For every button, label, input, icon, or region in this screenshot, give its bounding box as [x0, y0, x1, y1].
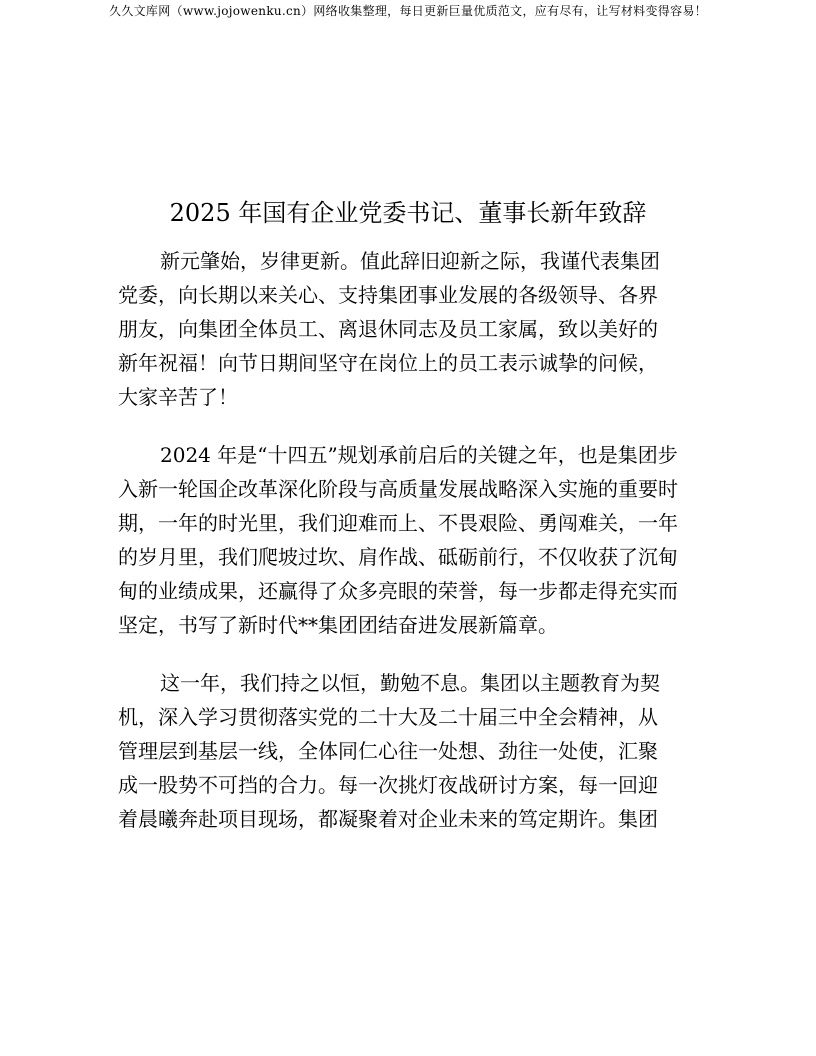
paragraph-line: 成一股势不可挡的合力。每一次挑灯夜战研讨方案，每一回迎: [118, 773, 658, 797]
paragraph-line: 着晨曦奔赴项目现场，都凝聚着对企业未来的笃定期许。集团: [118, 807, 658, 831]
paragraph-3: [118, 666, 718, 836]
paragraph-line: 坚定，书写了新时代**集团团结奋进发展新篇章。: [118, 613, 558, 637]
document-body: [118, 225, 718, 860]
paragraph-2: [118, 438, 718, 642]
paragraph-line: 大家辛苦了！: [118, 385, 238, 409]
header-banner: 久久文库网（www.jojowenku.cn）网络收集整理，每日更新巨量优质范文，应有尽有，让写材料变得容易！: [109, 4, 707, 18]
paragraph-line: 的岁月里，我们爬坡过坎、肩作战、砥砺前行，不仅收获了沉甸: [118, 545, 678, 569]
paragraph-line: 期，一年的时光里，我们迎难而上、不畏艰险、勇闯难关，一年: [118, 511, 678, 535]
paragraph-line: 管理层到基层一线，全体同仁心往一处想、劲往一处使，汇聚: [118, 739, 658, 763]
paragraph-line: 2024 年是“十四五”规划承前启后的关键之年，也是集团步: [160, 443, 678, 467]
document-title: 2025 年国有企业党委书记、董事长新年致辞: [169, 199, 647, 227]
paragraph-1: [118, 244, 718, 414]
paragraph-line: 这一年，我们持之以恒，勤勉不息。集团以主题教育为契: [160, 671, 660, 695]
paragraph-line: 甸的业绩成果，还赢得了众多亮眼的荣誉，每一步都走得充实而: [118, 579, 678, 603]
paragraph-line: 机，深入学习贯彻落实党的二十大及二十届三中全会精神，从: [118, 705, 658, 729]
paragraph-line: 新元肇始，岁律更新。值此辞旧迎新之际，我谨代表集团: [160, 249, 660, 273]
paragraph-line: 党委，向长期以来关心、支持集团事业发展的各级领导、各界: [118, 283, 658, 307]
paragraph-line: 新年祝福！向节日期间坚守在岗位上的员工表示诚挚的问候，: [118, 351, 658, 375]
paragraph-line: 入新一轮国企改革深化阶段与高质量发展战略深入实施的重要时: [118, 477, 678, 501]
paragraph-line: 朋友，向集团全体员工、离退休同志及员工家属，致以美好的: [118, 317, 658, 341]
